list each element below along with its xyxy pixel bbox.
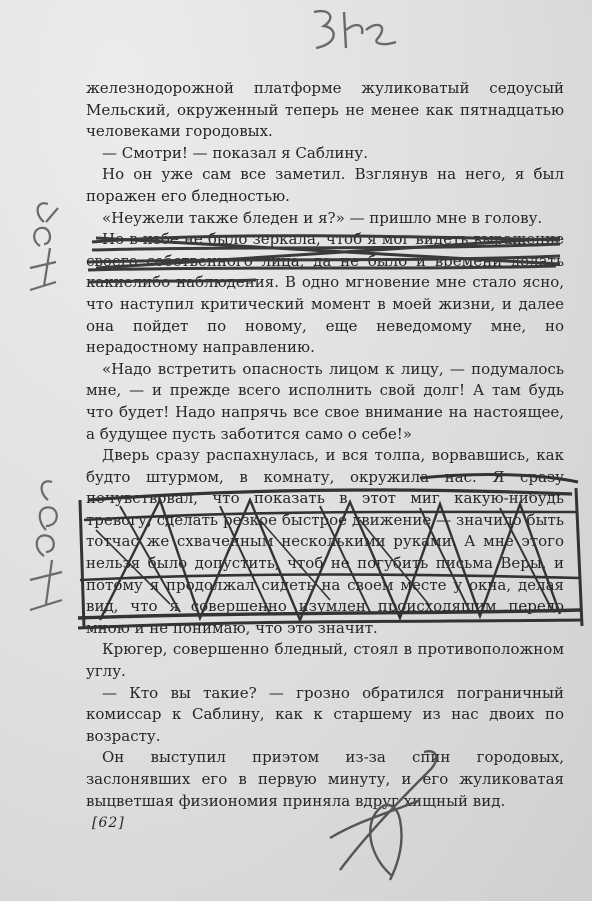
paragraph: Дверь сразу распахнулась, и вся толпа, ворвавшись, как будто штурмом, в комнату, окружила нас. Я сразу почувствовал, что показать в этот миг какую-нибудь тревогу, сделать резкое быстрое движение — значило быть тотчас же схваченным несколькими руками. А мне этого нельзя было допустить, чтоб не погубить письма Веры, и потому я продолжал сидеть на своем месте у окна, делая вид, что я совершенно изумлен происходящим передо мною и не понимаю, что это значит. bbox=[86, 446, 564, 637]
handwritten-page-mark bbox=[314, 11, 396, 48]
page-number: [62] bbox=[92, 815, 125, 831]
paragraph: Крюгер, совершенно бледный, стоял в противоположном углу. bbox=[86, 640, 564, 681]
paragraph: железнодорожной платформе жуликоватый седоусый Мельский, окруженный теперь не менее как пятнадцатью человеками городовых. bbox=[86, 79, 564, 141]
handwritten-margin-note bbox=[30, 481, 62, 610]
pencil-scrawl bbox=[330, 751, 436, 880]
crosshatch-deletion bbox=[78, 475, 582, 628]
paragraph: Он выступил приэтом из-за спин городовых, заслонявших его в первую минуту, и его жуликоватая выцветшая физиономия приняла вдруг хищный вид. bbox=[86, 748, 564, 810]
paragraph: — Смотри! — показал я Саблину. bbox=[102, 143, 368, 162]
handwritten-margin-note bbox=[30, 203, 58, 290]
strikethrough-marks bbox=[88, 236, 560, 282]
paragraph: Но в избе не было зеркала, чтоб я мог видеть выражение своего собственного лица, да не было и времени делать какиелибо наблюдения. В одно мгновение мне стало ясно, что наступил критический момент в моей жизни, и далее она пойдет по новому, еще неведомому мне, но нерадостному направлению. bbox=[86, 230, 564, 357]
paragraph: «Неужели также бледен и я?» — пришло мне в голову. bbox=[102, 208, 543, 227]
paragraph: — Кто вы такие? — грозно обратился пограничный комиссар к Саблину, как к старшему из нас двоих по возрасту. bbox=[86, 683, 564, 745]
paragraph: Но он уже сам все заметил. Взглянув на него, я был поражен его бледностью. bbox=[86, 165, 564, 205]
paragraph: «Надо встретить опасность лицом к лицу, — подумалось мне, — и прежде всего исполнить свой долг! А там будь что будет! Надо напрячь все свое внимание на настоящее, а будущее пусть заботится само о себе!» bbox=[86, 359, 564, 443]
